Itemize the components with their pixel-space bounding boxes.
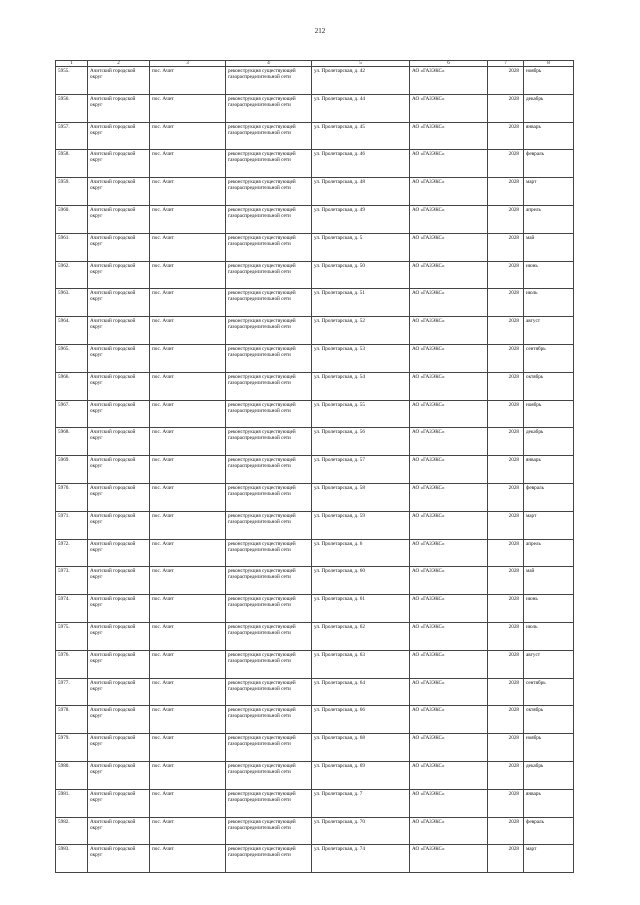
work-type-cell: реконструкция существующей газораспределительной сети: [226, 845, 312, 873]
district-cell: Ачитский городской округ: [88, 817, 150, 845]
row-number-cell: 5971.: [56, 511, 88, 539]
table-row: [56, 233, 574, 261]
work-type-cell: реконструкция существующей газораспределительной сети: [226, 122, 312, 150]
work-type-cell: реконструкция существующей газораспределительной сети: [226, 428, 312, 456]
address-cell: ул. Пролетарская, д. 50: [312, 261, 410, 289]
settlement-cell: пос. Ачит: [150, 150, 226, 178]
month-cell: май: [524, 233, 574, 261]
work-type-cell: реконструкция существующей газораспределительной сети: [226, 344, 312, 372]
address-cell: ул. Пролетарская, д. 58: [312, 483, 410, 511]
work-type-cell: реконструкция существующей газораспределительной сети: [226, 678, 312, 706]
organization-cell: АО «ГАЗЭКС»: [410, 511, 488, 539]
address-cell: ул. Пролетарская, д. 74: [312, 845, 410, 873]
table-row: [56, 344, 574, 372]
district-cell: Ачитский городской округ: [88, 67, 150, 95]
work-type-cell: реконструкция существующей газораспределительной сети: [226, 400, 312, 428]
address-cell: ул. Пролетарская, д. 60: [312, 567, 410, 595]
district-cell: Ачитский городской округ: [88, 539, 150, 567]
address-cell: ул. Пролетарская, д. 6: [312, 539, 410, 567]
month-cell: март: [524, 845, 574, 873]
table-row: [56, 94, 574, 122]
year-cell: 2028: [488, 622, 524, 650]
address-cell: ул. Пролетарская, д. 64: [312, 678, 410, 706]
address-cell: ул. Пролетарская, д. 7: [312, 789, 410, 817]
work-type-cell: реконструкция существующей газораспределительной сети: [226, 595, 312, 623]
row-number-cell: 5966.: [56, 372, 88, 400]
address-cell: ул. Пролетарская, д. 70: [312, 817, 410, 845]
work-type-cell: реконструкция существующей газораспределительной сети: [226, 734, 312, 762]
year-cell: 2028: [488, 150, 524, 178]
table-row: [56, 372, 574, 400]
month-cell: февраль: [524, 150, 574, 178]
settlement-cell: пос. Ачит: [150, 650, 226, 678]
district-cell: Ачитский городской округ: [88, 567, 150, 595]
year-cell: 2028: [488, 595, 524, 623]
work-type-cell: реконструкция существующей газораспределительной сети: [226, 456, 312, 484]
table-row: [56, 150, 574, 178]
work-type-cell: реконструкция существующей газораспределительной сети: [226, 706, 312, 734]
column-number: 1: [56, 61, 88, 67]
district-cell: Ачитский городской округ: [88, 845, 150, 873]
column-number: 8: [524, 61, 574, 67]
month-cell: декабрь: [524, 94, 574, 122]
year-cell: 2028: [488, 706, 524, 734]
district-cell: Ачитский городской округ: [88, 233, 150, 261]
address-cell: ул. Пролетарская, д. 46: [312, 150, 410, 178]
district-cell: Ачитский городской округ: [88, 706, 150, 734]
work-type-cell: реконструкция существующей газораспределительной сети: [226, 817, 312, 845]
row-number-cell: 5972.: [56, 539, 88, 567]
year-cell: 2028: [488, 67, 524, 95]
district-cell: Ачитский городской округ: [88, 483, 150, 511]
month-cell: ноябрь: [524, 67, 574, 95]
year-cell: 2028: [488, 734, 524, 762]
row-number-cell: 5959.: [56, 178, 88, 206]
organization-cell: АО «ГАЗЭКС»: [410, 650, 488, 678]
settlement-cell: пос. Ачит: [150, 456, 226, 484]
row-number-cell: 5967.: [56, 400, 88, 428]
district-cell: Ачитский городской округ: [88, 761, 150, 789]
table-row: [56, 567, 574, 595]
table-row: [56, 650, 574, 678]
district-cell: Ачитский городской округ: [88, 372, 150, 400]
organization-cell: АО «ГАЗЭКС»: [410, 761, 488, 789]
district-cell: Ачитский городской округ: [88, 428, 150, 456]
organization-cell: АО «ГАЗЭКС»: [410, 817, 488, 845]
year-cell: 2028: [488, 178, 524, 206]
year-cell: 2028: [488, 122, 524, 150]
work-type-cell: реконструкция существующей газораспределительной сети: [226, 789, 312, 817]
month-cell: январь: [524, 456, 574, 484]
address-cell: ул. Пролетарская, д. 69: [312, 761, 410, 789]
row-number-cell: 5980.: [56, 761, 88, 789]
organization-cell: АО «ГАЗЭКС»: [410, 734, 488, 762]
month-cell: август: [524, 650, 574, 678]
page-number: 212: [314, 27, 326, 35]
table-row: [56, 622, 574, 650]
row-number-cell: 5958.: [56, 150, 88, 178]
month-cell: апрель: [524, 205, 574, 233]
year-cell: 2028: [488, 400, 524, 428]
district-cell: Ачитский городской округ: [88, 205, 150, 233]
row-number-cell: 5961.: [56, 233, 88, 261]
district-cell: Ачитский городской округ: [88, 317, 150, 345]
settlement-cell: пос. Ачит: [150, 428, 226, 456]
month-cell: октябрь: [524, 706, 574, 734]
settlement-cell: пос. Ачит: [150, 178, 226, 206]
settlement-cell: пос. Ачит: [150, 94, 226, 122]
register-table: [55, 60, 574, 873]
work-type-cell: реконструкция существующей газораспределительной сети: [226, 567, 312, 595]
address-cell: ул. Пролетарская, д. 68: [312, 734, 410, 762]
work-type-cell: реконструкция существующей газораспределительной сети: [226, 317, 312, 345]
work-type-cell: реконструкция существующей газораспределительной сети: [226, 94, 312, 122]
address-cell: ул. Пролетарская, д. 53: [312, 344, 410, 372]
district-cell: Ачитский городской округ: [88, 511, 150, 539]
organization-cell: АО «ГАЗЭКС»: [410, 567, 488, 595]
year-cell: 2028: [488, 817, 524, 845]
settlement-cell: пос. Ачит: [150, 734, 226, 762]
work-type-cell: реконструкция существующей газораспределительной сети: [226, 483, 312, 511]
address-cell: ул. Пролетарская, д. 56: [312, 428, 410, 456]
year-cell: 2028: [488, 761, 524, 789]
settlement-cell: пос. Ачит: [150, 539, 226, 567]
district-cell: Ачитский городской округ: [88, 734, 150, 762]
month-cell: март: [524, 178, 574, 206]
settlement-cell: пос. Ачит: [150, 622, 226, 650]
work-type-cell: реконструкция существующей газораспределительной сети: [226, 539, 312, 567]
month-cell: апрель: [524, 539, 574, 567]
settlement-cell: пос. Ачит: [150, 845, 226, 873]
district-cell: Ачитский городской округ: [88, 595, 150, 623]
row-number-cell: 5969.: [56, 456, 88, 484]
work-type-cell: реконструкция существующей газораспределительной сети: [226, 622, 312, 650]
work-type-cell: реконструкция существующей газораспределительной сети: [226, 178, 312, 206]
address-cell: ул. Пролетарская, д. 44: [312, 94, 410, 122]
row-number-cell: 5962.: [56, 261, 88, 289]
year-cell: 2028: [488, 845, 524, 873]
organization-cell: АО «ГАЗЭКС»: [410, 289, 488, 317]
table-row: [56, 595, 574, 623]
month-cell: ноябрь: [524, 400, 574, 428]
row-number-cell: 5970.: [56, 483, 88, 511]
settlement-cell: пос. Ачит: [150, 789, 226, 817]
year-cell: 2028: [488, 233, 524, 261]
address-cell: ул. Пролетарская, д. 54: [312, 372, 410, 400]
settlement-cell: пос. Ачит: [150, 706, 226, 734]
year-cell: 2028: [488, 344, 524, 372]
row-number-cell: 5960.: [56, 205, 88, 233]
work-type-cell: реконструкция существующей газораспределительной сети: [226, 261, 312, 289]
year-cell: 2028: [488, 205, 524, 233]
address-cell: ул. Пролетарская, д. 49: [312, 205, 410, 233]
year-cell: 2028: [488, 456, 524, 484]
column-number: 6: [410, 61, 488, 67]
year-cell: 2028: [488, 289, 524, 317]
row-number-cell: 5978.: [56, 706, 88, 734]
organization-cell: АО «ГАЗЭКС»: [410, 372, 488, 400]
district-cell: Ачитский городской округ: [88, 289, 150, 317]
address-cell: ул. Пролетарская, д. 42: [312, 67, 410, 95]
work-type-cell: реконструкция существующей газораспределительной сети: [226, 372, 312, 400]
row-number-cell: 5968.: [56, 428, 88, 456]
year-cell: 2028: [488, 789, 524, 817]
year-cell: 2028: [488, 483, 524, 511]
month-cell: февраль: [524, 817, 574, 845]
organization-cell: АО «ГАЗЭКС»: [410, 261, 488, 289]
settlement-cell: пос. Ачит: [150, 595, 226, 623]
settlement-cell: пос. Ачит: [150, 511, 226, 539]
settlement-cell: пос. Ачит: [150, 317, 226, 345]
organization-cell: АО «ГАЗЭКС»: [410, 317, 488, 345]
work-type-cell: реконструкция существующей газораспределительной сети: [226, 511, 312, 539]
settlement-cell: пос. Ачит: [150, 344, 226, 372]
work-type-cell: реконструкция существующей газораспределительной сети: [226, 233, 312, 261]
organization-cell: АО «ГАЗЭКС»: [410, 706, 488, 734]
district-cell: Ачитский городской округ: [88, 344, 150, 372]
column-number: 3: [150, 61, 226, 67]
district-cell: Ачитский городской округ: [88, 122, 150, 150]
month-cell: октябрь: [524, 372, 574, 400]
month-cell: август: [524, 317, 574, 345]
organization-cell: АО «ГАЗЭКС»: [410, 428, 488, 456]
district-cell: Ачитский городской округ: [88, 650, 150, 678]
column-number: 4: [226, 61, 312, 67]
month-cell: июль: [524, 622, 574, 650]
table-row: [56, 400, 574, 428]
address-cell: ул. Пролетарская, д. 59: [312, 511, 410, 539]
settlement-cell: пос. Ачит: [150, 567, 226, 595]
row-number-cell: 5973.: [56, 567, 88, 595]
organization-cell: АО «ГАЗЭКС»: [410, 94, 488, 122]
row-number-cell: 5956.: [56, 94, 88, 122]
organization-cell: АО «ГАЗЭКС»: [410, 178, 488, 206]
work-type-cell: реконструкция существующей газораспределительной сети: [226, 67, 312, 95]
year-cell: 2028: [488, 511, 524, 539]
year-cell: 2028: [488, 94, 524, 122]
organization-cell: АО «ГАЗЭКС»: [410, 233, 488, 261]
row-number-cell: 5982.: [56, 817, 88, 845]
month-cell: май: [524, 567, 574, 595]
district-cell: Ачитский городской округ: [88, 789, 150, 817]
month-cell: июль: [524, 289, 574, 317]
table-row: [56, 205, 574, 233]
address-cell: ул. Пролетарская, д. 55: [312, 400, 410, 428]
organization-cell: АО «ГАЗЭКС»: [410, 400, 488, 428]
table-row: [56, 261, 574, 289]
settlement-cell: пос. Ачит: [150, 678, 226, 706]
organization-cell: АО «ГАЗЭКС»: [410, 539, 488, 567]
month-cell: сентябрь: [524, 344, 574, 372]
address-cell: ул. Пролетарская, д. 66: [312, 706, 410, 734]
work-type-cell: реконструкция существующей газораспределительной сети: [226, 205, 312, 233]
table-row: [56, 456, 574, 484]
settlement-cell: пос. Ачит: [150, 400, 226, 428]
month-cell: июнь: [524, 595, 574, 623]
row-number-cell: 5964.: [56, 317, 88, 345]
table-row: [56, 289, 574, 317]
row-number-cell: 5981.: [56, 789, 88, 817]
row-number-cell: 5963.: [56, 289, 88, 317]
table-row: [56, 734, 574, 762]
settlement-cell: пос. Ачит: [150, 122, 226, 150]
work-type-cell: реконструкция существующей газораспределительной сети: [226, 650, 312, 678]
table-row: [56, 428, 574, 456]
row-number-cell: 5957.: [56, 122, 88, 150]
settlement-cell: пос. Ачит: [150, 205, 226, 233]
settlement-cell: пос. Ачит: [150, 67, 226, 95]
settlement-cell: пос. Ачит: [150, 233, 226, 261]
organization-cell: АО «ГАЗЭКС»: [410, 595, 488, 623]
row-number-cell: 5955.: [56, 67, 88, 95]
address-cell: ул. Пролетарская, д. 62: [312, 622, 410, 650]
row-number-cell: 5977.: [56, 678, 88, 706]
district-cell: Ачитский городской округ: [88, 94, 150, 122]
column-number: 7: [488, 61, 524, 67]
address-cell: ул. Пролетарская, д. 51: [312, 289, 410, 317]
year-cell: 2028: [488, 428, 524, 456]
month-cell: февраль: [524, 483, 574, 511]
district-cell: Ачитский городской округ: [88, 622, 150, 650]
table-row: [56, 761, 574, 789]
address-cell: ул. Пролетарская, д. 45: [312, 122, 410, 150]
settlement-cell: пос. Ачит: [150, 761, 226, 789]
row-number-cell: 5976.: [56, 650, 88, 678]
work-type-cell: реконструкция существующей газораспределительной сети: [226, 761, 312, 789]
table-row: [56, 317, 574, 345]
district-cell: Ачитский городской округ: [88, 678, 150, 706]
table-row: [56, 67, 574, 95]
row-number-cell: 5983.: [56, 845, 88, 873]
table-row: [56, 817, 574, 845]
district-cell: Ачитский городской округ: [88, 456, 150, 484]
month-cell: март: [524, 511, 574, 539]
month-cell: сентябрь: [524, 678, 574, 706]
month-cell: январь: [524, 122, 574, 150]
organization-cell: АО «ГАЗЭКС»: [410, 122, 488, 150]
table-row: [56, 511, 574, 539]
settlement-cell: пос. Ачит: [150, 483, 226, 511]
settlement-cell: пос. Ачит: [150, 289, 226, 317]
address-cell: ул. Пролетарская, д. 61: [312, 595, 410, 623]
table-row: [56, 122, 574, 150]
work-type-cell: реконструкция существующей газораспределительной сети: [226, 150, 312, 178]
organization-cell: АО «ГАЗЭКС»: [410, 344, 488, 372]
settlement-cell: пос. Ачит: [150, 372, 226, 400]
table-row: [56, 483, 574, 511]
row-number-cell: 5979.: [56, 734, 88, 762]
month-cell: январь: [524, 789, 574, 817]
address-cell: ул. Пролетарская, д. 48: [312, 178, 410, 206]
address-cell: ул. Пролетарская, д. 5: [312, 233, 410, 261]
month-cell: июнь: [524, 261, 574, 289]
row-number-cell: 5965.: [56, 344, 88, 372]
year-cell: 2028: [488, 650, 524, 678]
table-row: [56, 789, 574, 817]
work-type-cell: реконструкция существующей газораспределительной сети: [226, 289, 312, 317]
organization-cell: АО «ГАЗЭКС»: [410, 483, 488, 511]
table-row: [56, 178, 574, 206]
year-cell: 2028: [488, 567, 524, 595]
year-cell: 2028: [488, 678, 524, 706]
organization-cell: АО «ГАЗЭКС»: [410, 845, 488, 873]
month-cell: декабрь: [524, 428, 574, 456]
organization-cell: АО «ГАЗЭКС»: [410, 150, 488, 178]
table-row: [56, 539, 574, 567]
year-cell: 2028: [488, 372, 524, 400]
district-cell: Ачитский городской округ: [88, 261, 150, 289]
organization-cell: АО «ГАЗЭКС»: [410, 789, 488, 817]
district-cell: Ачитский городской округ: [88, 178, 150, 206]
address-cell: ул. Пролетарская, д. 52: [312, 317, 410, 345]
organization-cell: АО «ГАЗЭКС»: [410, 622, 488, 650]
address-cell: ул. Пролетарская, д. 63: [312, 650, 410, 678]
settlement-cell: пос. Ачит: [150, 817, 226, 845]
organization-cell: АО «ГАЗЭКС»: [410, 205, 488, 233]
column-number: 5: [312, 61, 410, 67]
month-cell: декабрь: [524, 761, 574, 789]
district-cell: Ачитский городской округ: [88, 150, 150, 178]
table-row: [56, 706, 574, 734]
address-cell: ул. Пролетарская, д. 57: [312, 456, 410, 484]
organization-cell: АО «ГАЗЭКС»: [410, 678, 488, 706]
organization-cell: АО «ГАЗЭКС»: [410, 456, 488, 484]
year-cell: 2028: [488, 317, 524, 345]
year-cell: 2028: [488, 261, 524, 289]
year-cell: 2028: [488, 539, 524, 567]
month-cell: ноябрь: [524, 734, 574, 762]
table-row: [56, 845, 574, 873]
table-row: [56, 678, 574, 706]
row-number-cell: 5975.: [56, 622, 88, 650]
organization-cell: АО «ГАЗЭКС»: [410, 67, 488, 95]
district-cell: Ачитский городской округ: [88, 400, 150, 428]
row-number-cell: 5974.: [56, 595, 88, 623]
table-body: [56, 61, 574, 873]
settlement-cell: пос. Ачит: [150, 261, 226, 289]
column-number: 2: [88, 61, 150, 67]
